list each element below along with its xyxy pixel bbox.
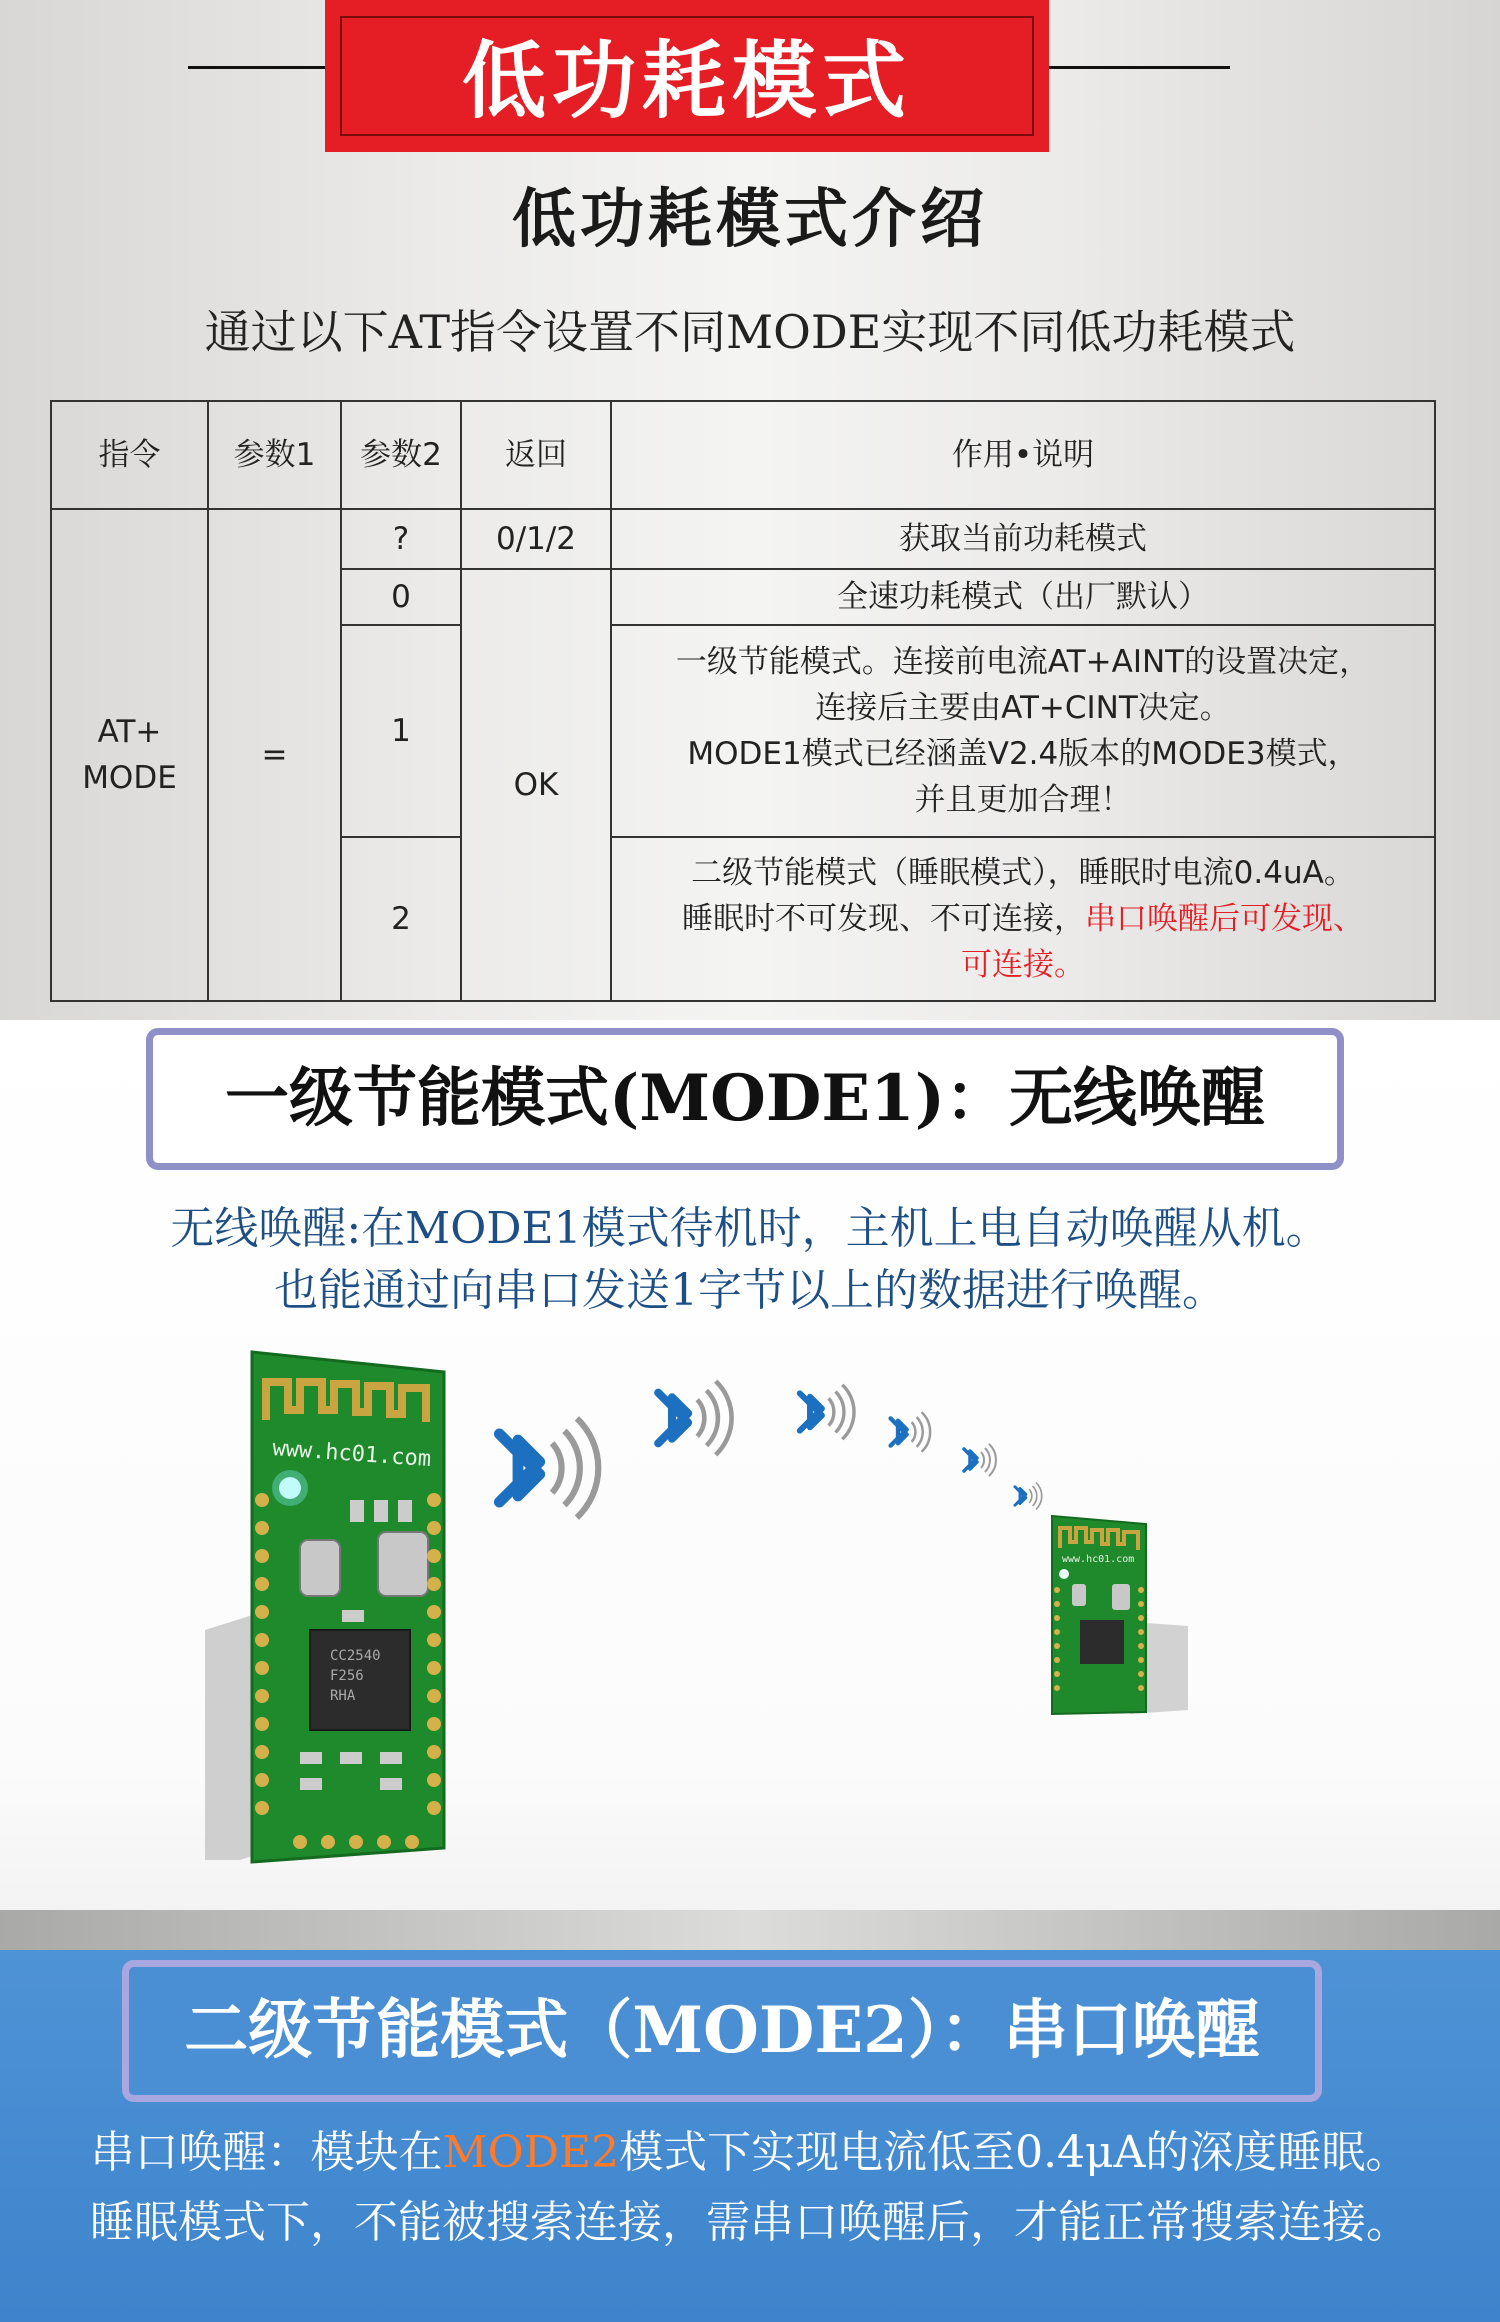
desc-cell bbox=[611, 837, 1435, 1001]
desc-cell: 获取当前功耗模式 bbox=[611, 509, 1435, 569]
desc-line bbox=[618, 896, 1428, 942]
table-header-cell: 参数2 bbox=[341, 401, 461, 509]
table-header-cell: 参数1 bbox=[208, 401, 341, 509]
chip-label: CC2540 bbox=[330, 1648, 381, 1664]
hc01-module-large bbox=[252, 1352, 444, 1862]
section-divider bbox=[0, 1910, 1500, 1950]
title-banner bbox=[325, 0, 1049, 152]
mode1-title-box bbox=[146, 1028, 1344, 1170]
mode2-title-box bbox=[122, 1960, 1322, 2102]
desc-line: 连接后主要由AT+CINT决定。 bbox=[815, 690, 1231, 726]
chip-label: F256 bbox=[330, 1668, 364, 1684]
mode2-desc-text: 串口唤醒：模块在 bbox=[90, 2127, 443, 2178]
desc-line: 二级节能模式（睡眠模式），睡眠时电流0.4uA。 bbox=[691, 855, 1355, 891]
mode1-desc-line: 无线唤醒:在MODE1模式待机时，主机上电自动唤醒从机。 bbox=[170, 1203, 1330, 1254]
param1-cell: = bbox=[208, 509, 341, 1001]
small-pcb-url: www.hc01.com bbox=[1062, 1554, 1135, 1565]
bluetooth-icon bbox=[891, 1412, 931, 1452]
wireless-wakeup-illustration bbox=[0, 1330, 1500, 1870]
mode2-desc-line bbox=[0, 2118, 1500, 2188]
hc01-module-small bbox=[1052, 1516, 1146, 1714]
chip-label: RHA bbox=[330, 1688, 356, 1704]
mode2-highlight: MODE2 bbox=[442, 2127, 620, 2178]
param2-cell: 1 bbox=[341, 625, 461, 837]
param2-cell: 2 bbox=[341, 837, 461, 1001]
command-cell: AT+ MODE bbox=[51, 509, 208, 1001]
page-subtitle: 低功耗模式介绍 bbox=[512, 182, 988, 257]
return-cell: 0/1/2 bbox=[461, 509, 611, 569]
highlight-text: 可连接。 bbox=[961, 947, 1085, 983]
param2-cell: ? bbox=[341, 509, 461, 569]
table-row bbox=[51, 509, 1435, 569]
bluetooth-icon bbox=[800, 1385, 854, 1439]
desc-line: 一级节能模式。连接前电流AT+AINT的设置决定， bbox=[675, 644, 1371, 680]
desc-cell: 全速功耗模式（出厂默认） bbox=[611, 569, 1435, 625]
pcb-url: www.hc01.com bbox=[271, 1436, 432, 1473]
mode2-desc-line: 睡眠模式下，不能被搜索连接，需串口唤醒后，才能正常搜索连接。 bbox=[90, 2197, 1410, 2248]
intro-text: 通过以下AT指令设置不同MODE实现不同低功耗模式 bbox=[204, 305, 1296, 359]
return-cell: OK bbox=[461, 569, 611, 1001]
desc-line: MODE1模式已经涵盖V2.4版本的MODE3模式， bbox=[687, 736, 1359, 772]
at-command-table bbox=[50, 400, 1436, 1002]
mode1-description bbox=[0, 1198, 1500, 1322]
desc-text: 睡眠时不可发现、不可连接， bbox=[682, 901, 1085, 937]
table-header-cell: 返回 bbox=[461, 401, 611, 509]
table-header-cell: 作用•说明 bbox=[611, 401, 1435, 509]
mode1-title: 一级节能模式(MODE1)：无线唤醒 bbox=[225, 1061, 1265, 1136]
mode2-title: 二级节能模式（MODE2）：串口唤醒 bbox=[184, 1993, 1260, 2068]
desc-cell bbox=[611, 625, 1435, 837]
mode1-desc-line: 也能通过向串口发送1字节以上的数据进行唤醒。 bbox=[274, 1265, 1226, 1316]
mode2-description bbox=[0, 2118, 1500, 2258]
highlight-text: 串口唤醒后可发现、 bbox=[1085, 901, 1364, 937]
bluetooth-icon bbox=[658, 1381, 731, 1455]
table-header-row bbox=[51, 401, 1435, 509]
mode2-desc-text: 模式下实现电流低至0.4μA的深度睡眠。 bbox=[619, 2127, 1410, 2178]
param2-cell: 0 bbox=[341, 569, 461, 625]
bluetooth-icon bbox=[1015, 1483, 1042, 1510]
banner-title: 低功耗模式 bbox=[461, 31, 912, 130]
bluetooth-icon bbox=[499, 1418, 598, 1517]
table-header-cell: 指令 bbox=[51, 401, 208, 509]
bluetooth-icon bbox=[964, 1444, 996, 1476]
desc-line: 并且更加合理！ bbox=[914, 782, 1132, 818]
